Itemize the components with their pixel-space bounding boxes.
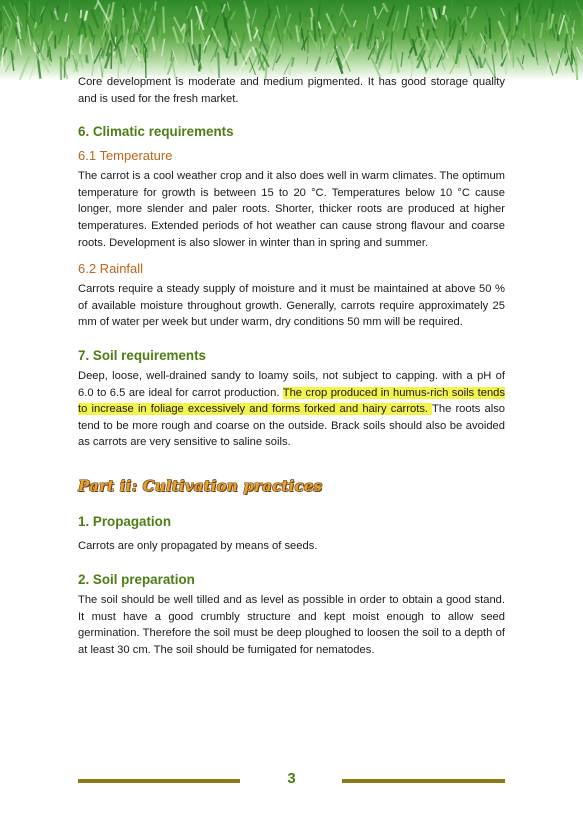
- grass-blade: [64, 58, 65, 79]
- section-heading-soil-requirements: 7. Soil requirements: [78, 347, 206, 363]
- grass-blade: [495, 42, 496, 53]
- page-footer: [78, 770, 505, 790]
- grass-blade: [563, 1, 564, 16]
- soil-text-before: Deep, loose, well-drained sandy to loamy soils, not subject to capping. with a pH of 6.0 to 6.5 are ideal for carrot production.: [78, 369, 505, 399]
- rainfall-paragraph: Carrots require a steady supply of moisture and it must be maintained at above 50 % of available moisture throughout growth. Generally, carrots require approximately 25 mm of water per week but under warm, dry conditions 50 mm will be required.: [78, 283, 505, 329]
- grass-blade: [140, 3, 141, 12]
- soil-preparation-paragraph: The soil should be well tilled and as level as possible in order to obtain a good stand. It must have a good crumbly structure and kept moist enough to allow seed germination. Therefore the soil must be deep ploughed to loosen the soil to a depth of at least 30 cm. The soil should be fumigated for nematodes.: [78, 594, 505, 656]
- section-heading-climatic: 6. Climatic requirements: [78, 124, 234, 140]
- grass-blade: [76, 59, 77, 67]
- soil-text-after: The roots also tend to be more rough and coarse on the outside. Brack soils should also be avoided as carrots are very sensitive to saline soils.: [78, 403, 506, 449]
- grass-blade: [34, 3, 35, 20]
- grass-blade: [251, 25, 253, 36]
- grass-header-decoration: [0, 0, 583, 80]
- grass-blade: [155, 1, 156, 11]
- grass-blade: [443, 6, 445, 15]
- page-body: [78, 72, 505, 658]
- grass-blade: [206, 33, 207, 41]
- grass-blade: [421, 40, 422, 47]
- footer-rule-right: [342, 779, 505, 783]
- grass-blade: [323, 34, 324, 43]
- soil-requirements-paragraph: [78, 368, 505, 451]
- grass-blade: [142, 41, 143, 52]
- grass-blade: [377, 39, 378, 48]
- grass-blade: [513, 40, 514, 63]
- footer-rule-left: [78, 779, 240, 783]
- part-title: Part ii: Cultivation practices: [78, 476, 323, 495]
- grass-blade: [1, 11, 2, 34]
- grass-blade: [81, 10, 82, 18]
- grass-blade: [439, 8, 440, 19]
- grass-blade: [199, 44, 200, 71]
- grass-blade: [519, 3, 520, 20]
- grass-blade: [311, 17, 312, 30]
- grass-blade: [133, 19, 134, 25]
- highlighted-text: The crop produced in humus-rich soils tends to increase in foliage excessively and forms forked and hairy carrots.: [78, 386, 505, 416]
- grass-blade: [163, 7, 164, 33]
- subheading-rainfall: 6.2 Rainfall: [78, 261, 144, 277]
- grass-blade: [489, 49, 491, 59]
- grass-blade: [490, 18, 491, 40]
- grass-blade: [282, 33, 283, 54]
- subheading-temperature: 6.1 Temperature: [78, 148, 173, 164]
- grass-blade: [548, 9, 549, 30]
- section-heading-propagation: 1. Propagation: [78, 513, 172, 529]
- temperature-paragraph: The carrot is a cool weather crop and it also does well in warm climates. The optimum temperature for growth is between 15 to 20 °C. Temperatures below 10 °C cause longer, more slender and paler roots. Shorter, thicker roots are produced at higher temperatures. Extended periods of hot weather can cause strong flavour and coarse roots. Development is also slower in winter than in spring and summer.: [78, 170, 505, 249]
- grass-blade: [493, 10, 494, 26]
- page-number: 3: [287, 770, 296, 787]
- grass-blade: [506, 53, 507, 75]
- intro-paragraph: Core development is moderate and medium pigmented. It has good storage quality and is used for the fresh market.: [78, 76, 505, 105]
- grass-blade: [192, 20, 193, 46]
- section-heading-soil-preparation: 2. Soil preparation: [78, 572, 195, 588]
- propagation-paragraph: Carrots are only propagated by means of seeds.: [78, 539, 318, 552]
